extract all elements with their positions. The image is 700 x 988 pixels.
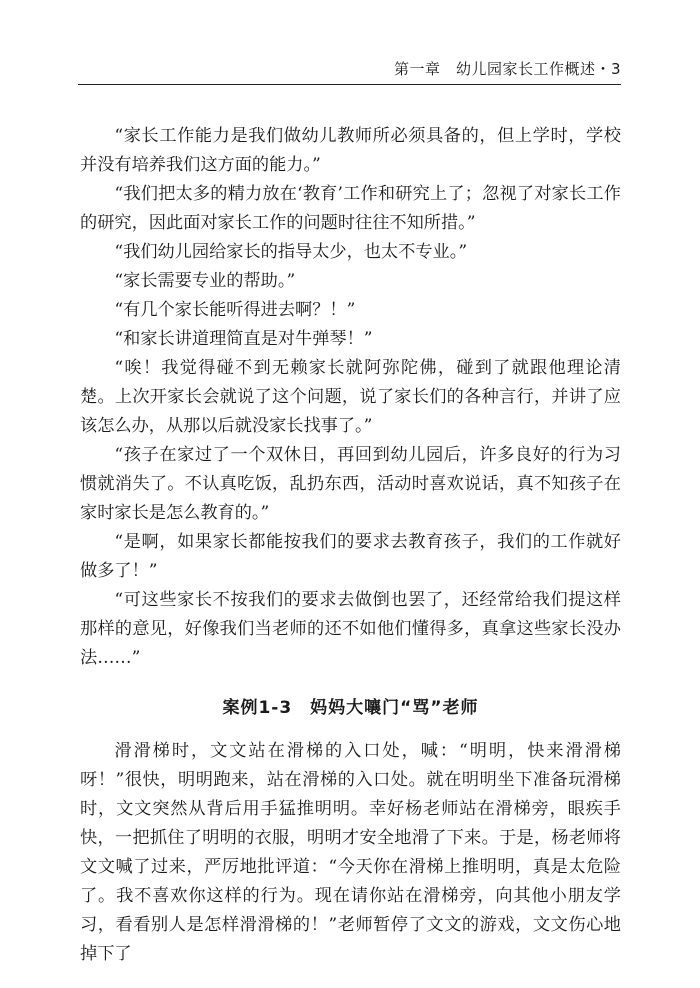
quote-paragraph: “家长工作能力是我们做幼儿教师所必须具备的，但上学时，学校并没有培养我们这方面的能力。” (80, 126, 621, 175)
running-header: 第一章 幼儿园家长工作概述・3 (393, 60, 621, 78)
quote-paragraph: “唉！我觉得碰不到无赖家长就阿弥陀佛，碰到了就跟他理论清楚。上次开家长会就说了这个问题，说了家长们的各种言行，并讲了应该怎么办，从那以后就没家长找事了。” (80, 358, 621, 436)
quote-paragraph: “我们幼儿园给家长的指导太少，也太不专业。” (114, 242, 468, 262)
quote-paragraph: “是啊，如果家长都能按我们的要求去教育孩子，我们的工作就好做多了！” (80, 532, 621, 581)
quote-paragraph: “家长需要专业的帮助。” (114, 271, 296, 291)
body-text (80, 122, 621, 969)
quote-paragraph: “和家长讲道理简直是对牛弹琴！” (114, 329, 373, 349)
quote-paragraph: “我们把太多的精力放在‘教育’工作和研究上了；忽视了对家长工作的研究，因此面对家长工作的问题时往往不知所措。” (80, 184, 621, 233)
quote-paragraph: “可这些家长不按我们的要求去做倒也罢了，还经常给我们提这样那样的意见，好像我们当老师的还不如他们懂得多，真拿这些家长没办法……” (80, 590, 621, 668)
case-heading: 案例1-3 妈妈大嚷门“骂”老师 (222, 698, 479, 718)
quote-paragraph: “有几个家长能听得进去啊？！” (114, 300, 356, 320)
case-paragraph: 滑滑梯时，文文站在滑梯的入口处，喊：“明明，快来滑滑梯呀！”很快，明明跑来，站在滑梯的入口处。就在明明坐下准备玩滑梯时，文文突然从背后用手猛推明明。幸好杨老师站在滑梯旁，眼疾手快，一把抓住了明明的衣服，明明才安全地滑了下来。于是，杨老师将文文喊了过来，严厉地批评道：“今天你在滑梯上推明明，真是太危险了。我不喜欢你这样的行为。现在请你站在滑梯旁，向其他小朋友学习，看看别人是怎样滑滑梯的！”老师暂停了文文的游戏，文文伤心地掉下了 (80, 741, 621, 964)
quote-paragraph: “孩子在家过了一个双休日，再回到幼儿园后，许多良好的行为习惯就消失了。不认真吃饭，乱扔东西，活动时喜欢说话，真不知孩子在家时家长是怎么教育的。” (80, 445, 621, 523)
header-rule (78, 84, 621, 85)
